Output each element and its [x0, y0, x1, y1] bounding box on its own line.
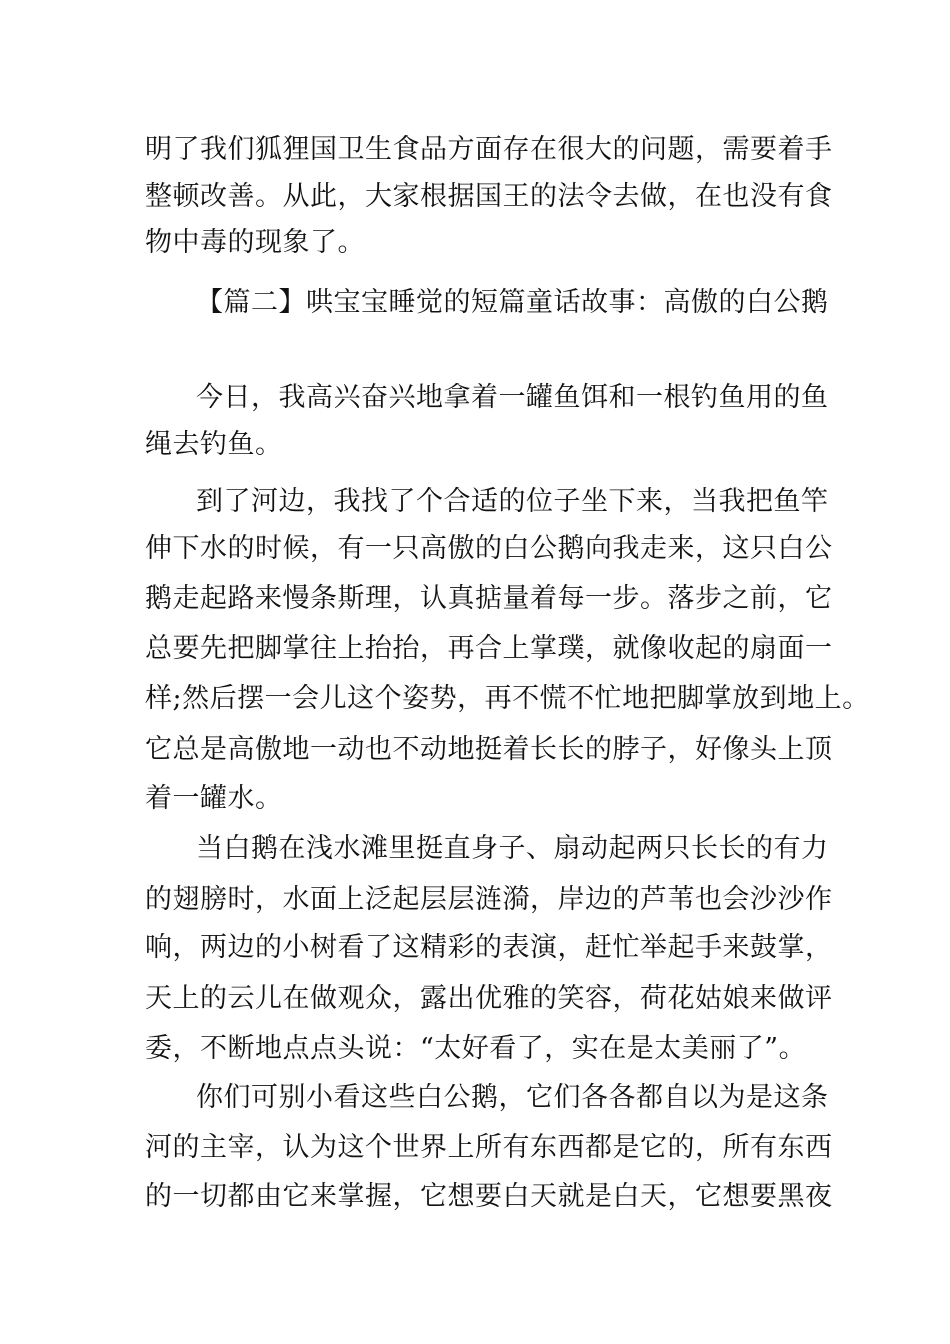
paragraph-3-line-5: 委，不断地点点头说：“太好看了，实在是太美丽了”。: [145, 1033, 807, 1064]
section-title: 【篇二】哄宝宝睡觉的短篇童话故事：高傲的白公鹅: [196, 287, 829, 318]
paragraph-2-line-7: 着一罐水。: [145, 783, 283, 814]
paragraph-3-line-2: 的翅膀时，水面上泛起层层涟漪，岸边的芦苇也会沙沙作: [145, 884, 833, 915]
paragraph-3-line-4: 天上的云儿在做观众，露出优雅的笑容，荷花姑娘来做评: [145, 983, 833, 1014]
paragraph-2-line-5: 样;然后摆一会儿这个姿势，再不慌不忙地把脚掌放到地上。: [145, 683, 870, 714]
paragraph-2-line-6: 它总是高傲地一动也不动地挺着长长的脖子，好像头上顶: [145, 734, 833, 765]
paragraph-3-line-3: 响，两边的小树看了这精彩的表演，赶忙举起手来鼓掌，: [145, 932, 833, 963]
paragraph-4-line-1: 你们可别小看这些白公鹅，它们各各都自以为是这条: [196, 1082, 829, 1113]
paragraph-2-line-3: 鹅走起路来慢条斯理，认真掂量着每一步。落步之前，它: [145, 583, 833, 614]
intro-line-2: 整顿改善。从此，大家根据国王的法令去做，在也没有食: [145, 181, 833, 212]
paragraph-3-line-1: 当白鹅在浅水滩里挺直身子、扇动起两只长长的有力: [196, 833, 829, 864]
paragraph-2-line-4: 总要先把脚掌往上抬抬，再合上掌璞，就像收起的扇面一: [145, 633, 833, 664]
paragraph-4-line-3: 的一切都由它来掌握，它想要白天就是白天，它想要黑夜: [145, 1181, 833, 1212]
paragraph-4-line-2: 河的主宰，认为这个世界上所有东西都是它的，所有东西: [145, 1132, 833, 1163]
paragraph-1-line-1: 今日，我高兴奋兴地拿着一罐鱼饵和一根钓鱼用的鱼: [196, 382, 829, 413]
intro-line-1: 明了我们狐狸国卫生食品方面存在很大的问题，需要着手: [145, 134, 833, 165]
intro-line-3: 物中毒的现象了。: [145, 227, 365, 258]
paragraph-2-line-1: 到了河边，我找了个合适的位子坐下来，当我把鱼竿: [196, 486, 829, 517]
paragraph-2-line-2: 伸下水的时候，有一只高傲的白公鹅向我走来，这只白公: [145, 533, 833, 564]
paragraph-1-line-2: 绳去钓鱼。: [145, 429, 283, 460]
